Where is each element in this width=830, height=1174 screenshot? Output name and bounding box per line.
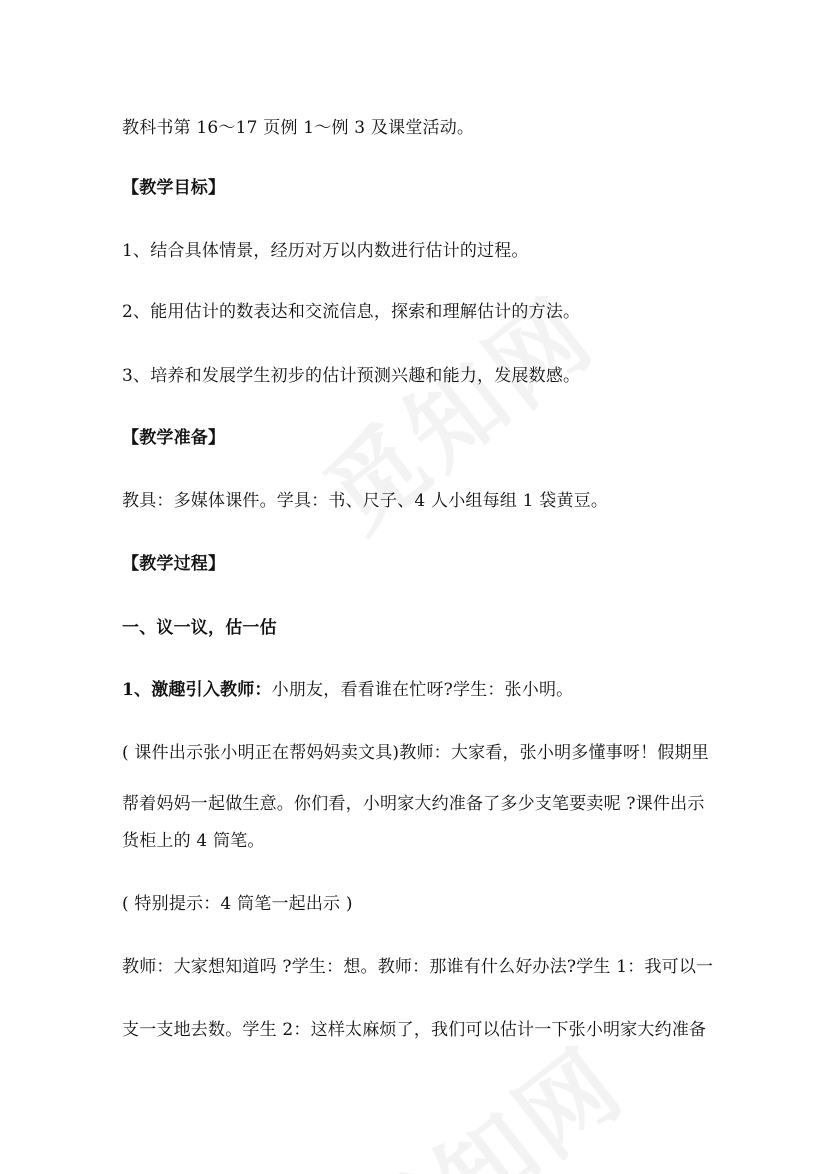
paragraph-line: 货柜上的 4 筒笔。 xyxy=(122,831,265,851)
heading-teaching-goals: 【教学目标】 xyxy=(122,178,226,198)
special-note: ( 特别提示：4 筒笔一起出示 ) xyxy=(122,894,353,914)
watermark xyxy=(282,250,639,581)
intro-label: 1、激趣引入教师： xyxy=(122,680,272,700)
paragraph-intro xyxy=(122,680,722,700)
paragraph-line: 支一支地去数。学生 2：这样太麻烦了，我们可以估计一下张小明家大约准备 xyxy=(122,1020,707,1040)
goal-2: 2、能用估计的数表达和交流信息，探索和理解估计的方法。 xyxy=(122,302,581,322)
heading-teaching-process: 【教学过程】 xyxy=(122,554,226,574)
goal-3: 3、培养和发展学生初步的估计预测兴趣和能力，发展数感。 xyxy=(122,366,581,386)
scope-line: 教科书第 16～17 页例 1～例 3 及课堂活动。 xyxy=(122,118,475,138)
goal-1: 1、结合具体情景，经历对万以内数进行估计的过程。 xyxy=(122,241,529,261)
paragraph-line: ( 课件出示张小明正在帮妈妈卖文具)教师：大家看，张小明多懂事呀！假期里 xyxy=(122,743,709,763)
heading-teaching-preparation: 【教学准备】 xyxy=(122,428,226,448)
section-heading-1: 一、议一议，估一估 xyxy=(122,618,277,638)
paragraph-line: 帮着妈妈一起做生意。你们看，小明家大约准备了多少支笔要卖呢 ?课件出示 xyxy=(122,794,705,814)
paragraph-line: 教师：大家想知道吗 ?学生：想。教师：那谁有什么好办法?学生 1：我可以一 xyxy=(122,957,714,977)
preparation-text: 教具：多媒体课件。学具：书、尺子、4 人小组每组 1 袋黄豆。 xyxy=(122,491,609,511)
intro-text: 小朋友，看看谁在忙呀?学生：张小明。 xyxy=(271,680,574,700)
